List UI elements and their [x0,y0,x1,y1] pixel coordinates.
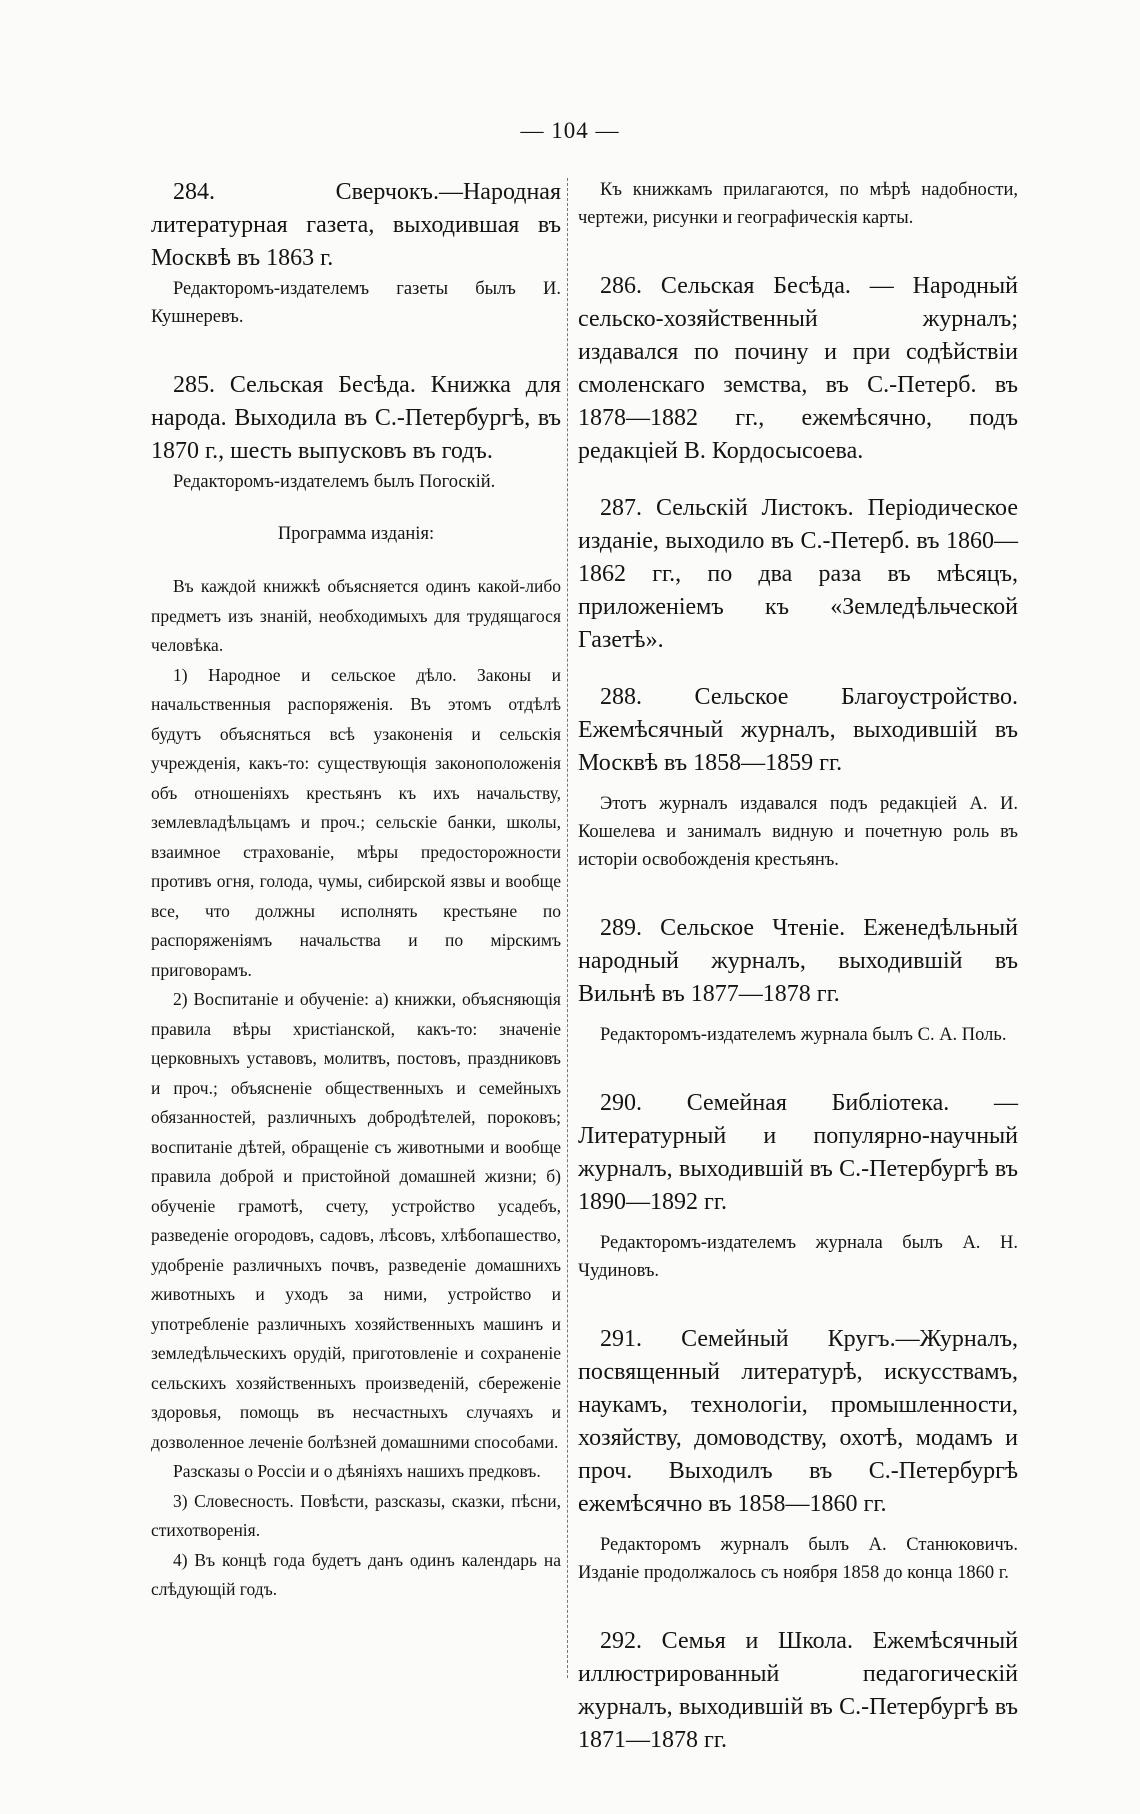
right-column [578,176,1018,1757]
entry-284-note: Редакторомъ-издателемъ газеты былъ И. Кушнеревъ. [151,279,561,327]
entry-291-heading: 291. Семейный Кругъ.—Журналъ, посвященный литературѣ, искусствамъ, наукамъ, технологіи, промышленности, хозяйству, домоводству, охотѣ, модамъ и проч. Выходилъ въ С.-Петербургѣ ежемѣсячно въ 1858—1860 гг. [578,1326,1018,1517]
entry-287 [578,492,1018,657]
entry-286-heading: 286. Сельская Бесѣда. — Народный сельско-хозяйственный журналъ; издавался по почину и при содѣйствіи смоленскаго земства, въ С.-Петерб. въ 1878—1882 гг., ежемѣсячно, подъ редакціей В. Кордосысоева. [578,273,1018,464]
entry-289-note: Редакторомъ-издателемъ журнала былъ С. А. Поль. [600,1025,1007,1045]
entry-289 [578,912,1018,1049]
left-column [151,176,561,1605]
entry-291-note: Редакторомъ журналъ былъ А. Станюковичъ. Изданіе продолжалось съ ноября 1858 до конца 1860 г. [578,1535,1018,1583]
entry-288 [578,681,1018,874]
entry-285-note: Редакторомъ-издателемъ былъ Погоскій. [173,472,496,492]
program-item-1: 1) Народное и сельское дѣло. Законы и начальственныя распоряженія. Въ этомъ отдѣлѣ будутъ объясняться всѣ узаконенія и сельскія учрежденія, какъ-то: существующія законоположенія объ отношеніяхъ крестьянъ къ ихъ начальству, землевладѣльцамъ и проч.; сельскіе банки, школы, взаимное страхованіе, мѣры предосторожности противъ огня, голода, чумы, сибирской язвы и вообще все, что должны исполнять крестьяне по распоряженіямъ начальства и по мірскимъ приговорамъ. [151,664,561,980]
entry-284-heading: 284. Сверчокъ.—Народная литературная газета, выходившая въ Москвѣ въ 1863 г. [151,179,561,271]
entry-290-note: Редакторомъ-издателемъ журнала былъ А. Н. Чудиновъ. [578,1233,1018,1281]
entry-292 [578,1625,1018,1757]
entry-288-heading: 288. Сельское Благоустройство. Ежемѣсячный журналъ, выходившій въ Москвѣ въ 1858—1859 гг. [578,684,1018,776]
entry-291 [578,1323,1018,1587]
entry-292-heading: 292. Семья и Школа. Ежемѣсячный иллюстрированный педагогическій журналъ, выходившій въ С.-Петербургѣ въ 1871—1878 гг. [578,1628,1018,1753]
entry-285 [151,369,561,1605]
program-item-2: 2) Воспитаніе и обученіе: а) книжки, объясняющія правила вѣры христіанской, какъ-то: значеніе церковныхъ уставовъ, молитвъ, постовъ, праздниковъ и проч.; объясненіе общественныхъ и семейныхъ обязанностей, различныхъ добродѣтелей, пороковъ; воспитаніе дѣтей, обращеніе съ животными и вообще правила доброй и пристойной домашней жизни; б) обученіе грамотѣ, счету, устройство усадебъ, разведеніе огородовъ, садовъ, лѣсовъ, хлѣбопашество, удобреніе различныхъ почвъ, разведеніе домашнихъ животныхъ и уходъ за ними, устройство и употребленіе различныхъ хозяйственныхъ машинъ и земледѣльческихъ орудій, приготовленіе и сохраненіе сельскихъ хозяйственныхъ произведеній, сбереженіе здоровья, помощь въ несчастныхъ случаяхъ и дозволенное леченіе болѣзней домашними способами. [151,989,561,1452]
page-number: — 104 — [520,118,620,143]
entry-286 [578,270,1018,468]
entry-285-continuation: Къ книжкамъ прилагаются, по мѣрѣ надобности, чертежи, рисунки и географическія карты. [578,180,1018,228]
program-stories: Разсказы о Россіи и о дѣяніяхъ нашихъ предковъ. [173,1461,541,1481]
entry-289-heading: 289. Сельское Чтеніе. Еженедѣльный народный журналъ, выходившій въ Вильнѣ въ 1877—1878 гг. [578,915,1018,1007]
program-item-3: 3) Словесность. Повѣсти, разсказы, сказки, пѣсни, стихотворенія. [151,1490,561,1540]
column-divider [567,178,568,1678]
entry-285-heading: 285. Сельская Бесѣда. Книжка для народа. Выходила въ С.-Петербургѣ, въ 1870 г., шесть выпусковъ въ годъ. [151,372,561,464]
entry-288-note: Этотъ журналъ издавался подъ редакціей А. И. Кошелева и занималъ видную и почетную роль въ исторіи освобожденія крестьянъ. [578,794,1018,870]
entry-284 [151,176,561,331]
program-title: Программа изданія: [277,524,435,544]
program-intro: Въ каждой книжкѣ объясняется одинъ какой-либо предметъ изъ знаній, необходимыхъ для трудящагося человѣка. [151,576,561,655]
entry-287-heading: 287. Сельскій Листокъ. Періодическое изданіе, выходило въ С.-Петерб. въ 1860—1862 гг., по два раза въ мѣсяцъ, приложеніемъ къ «Земледѣльческой Газетѣ». [578,495,1018,653]
entry-290 [578,1087,1018,1285]
entry-290-heading: 290. Семейная Библіотека. — Литературный и популярно-научный журналъ, выходившій въ С.-Петербургѣ въ 1890—1892 гг. [578,1090,1018,1215]
program-item-4: 4) Въ концѣ года будетъ данъ одинъ календарь на слѣдующій годъ. [151,1549,561,1599]
